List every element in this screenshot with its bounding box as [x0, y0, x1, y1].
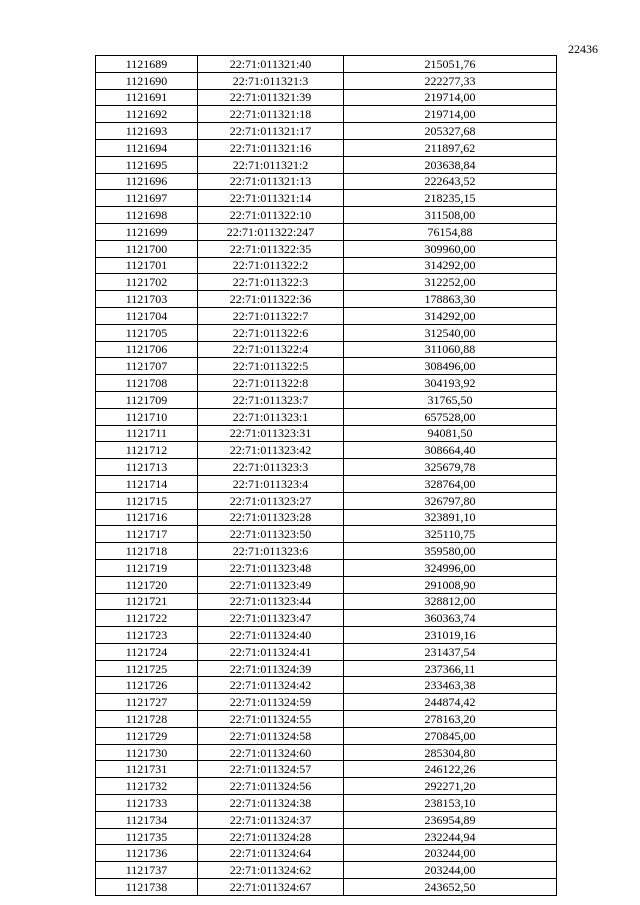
cadastral-number-cell: 22:71:011324:28	[198, 828, 344, 845]
table-row	[96, 56, 557, 73]
value-cell: 243652,50	[344, 879, 557, 896]
value-cell: 231019,16	[344, 627, 557, 644]
records-table	[95, 55, 557, 896]
record-number-cell: 1121696	[96, 173, 198, 190]
table-row	[96, 727, 557, 744]
table-row	[96, 89, 557, 106]
value-cell: 325110,75	[344, 526, 557, 543]
table-row	[96, 425, 557, 442]
table-row	[96, 223, 557, 240]
record-number-cell: 1121719	[96, 559, 198, 576]
record-number-cell: 1121693	[96, 123, 198, 140]
table-row	[96, 207, 557, 224]
value-cell: 237366,11	[344, 660, 557, 677]
record-number-cell: 1121736	[96, 845, 198, 862]
table-row	[96, 778, 557, 795]
value-cell: 178863,30	[344, 291, 557, 308]
table-row	[96, 559, 557, 576]
value-cell: 292271,20	[344, 778, 557, 795]
value-cell: 312540,00	[344, 324, 557, 341]
cadastral-number-cell: 22:71:011323:42	[198, 442, 344, 459]
record-number-cell: 1121707	[96, 358, 198, 375]
cadastral-number-cell: 22:71:011321:18	[198, 106, 344, 123]
record-number-cell: 1121711	[96, 425, 198, 442]
value-cell: 328764,00	[344, 475, 557, 492]
value-cell: 222277,33	[344, 72, 557, 89]
record-number-cell: 1121734	[96, 811, 198, 828]
cadastral-number-cell: 22:71:011322:4	[198, 341, 344, 358]
table-row	[96, 408, 557, 425]
table-row	[96, 694, 557, 711]
cadastral-number-cell: 22:71:011322:2	[198, 257, 344, 274]
value-cell: 222643,52	[344, 173, 557, 190]
value-cell: 244874,42	[344, 694, 557, 711]
table-row	[96, 106, 557, 123]
value-cell: 312252,00	[344, 274, 557, 291]
table-row	[96, 291, 557, 308]
table-row	[96, 811, 557, 828]
cadastral-number-cell: 22:71:011321:16	[198, 139, 344, 156]
table-row	[96, 677, 557, 694]
table-row	[96, 173, 557, 190]
cadastral-number-cell: 22:71:011323:49	[198, 576, 344, 593]
table-row	[96, 459, 557, 476]
cadastral-number-cell: 22:71:011321:13	[198, 173, 344, 190]
cadastral-number-cell: 22:71:011321:17	[198, 123, 344, 140]
record-number-cell: 1121730	[96, 744, 198, 761]
cadastral-number-cell: 22:71:011323:47	[198, 610, 344, 627]
cadastral-number-cell: 22:71:011322:10	[198, 207, 344, 224]
record-number-cell: 1121704	[96, 307, 198, 324]
value-cell: 359580,00	[344, 543, 557, 560]
record-number-cell: 1121691	[96, 89, 198, 106]
cadastral-number-cell: 22:71:011322:3	[198, 274, 344, 291]
cadastral-number-cell: 22:71:011324:64	[198, 845, 344, 862]
record-number-cell: 1121710	[96, 408, 198, 425]
value-cell: 304193,92	[344, 375, 557, 392]
cadastral-number-cell: 22:71:011323:44	[198, 593, 344, 610]
value-cell: 325679,78	[344, 459, 557, 476]
table-row	[96, 576, 557, 593]
cadastral-number-cell: 22:71:011324:55	[198, 711, 344, 728]
record-number-cell: 1121712	[96, 442, 198, 459]
value-cell: 326797,80	[344, 492, 557, 509]
table-row	[96, 526, 557, 543]
record-number-cell: 1121689	[96, 56, 198, 73]
cadastral-number-cell: 22:71:011323:28	[198, 509, 344, 526]
table-row	[96, 627, 557, 644]
record-number-cell: 1121729	[96, 727, 198, 744]
value-cell: 311508,00	[344, 207, 557, 224]
record-number-cell: 1121731	[96, 761, 198, 778]
record-number-cell: 1121709	[96, 391, 198, 408]
table-row	[96, 761, 557, 778]
table-row	[96, 257, 557, 274]
record-number-cell: 1121737	[96, 862, 198, 879]
cadastral-number-cell: 22:71:011322:35	[198, 240, 344, 257]
cadastral-number-cell: 22:71:011323:4	[198, 475, 344, 492]
cadastral-number-cell: 22:71:011324:38	[198, 795, 344, 812]
record-number-cell: 1121702	[96, 274, 198, 291]
cadastral-number-cell: 22:71:011321:40	[198, 56, 344, 73]
cadastral-number-cell: 22:71:011324:42	[198, 677, 344, 694]
value-cell: 231437,54	[344, 643, 557, 660]
table-row	[96, 324, 557, 341]
cadastral-number-cell: 22:71:011323:7	[198, 391, 344, 408]
record-number-cell: 1121723	[96, 627, 198, 644]
cadastral-number-cell: 22:71:011321:39	[198, 89, 344, 106]
cadastral-number-cell: 22:71:011322:7	[198, 307, 344, 324]
table-row	[96, 845, 557, 862]
record-number-cell: 1121726	[96, 677, 198, 694]
value-cell: 308496,00	[344, 358, 557, 375]
table-row	[96, 391, 557, 408]
value-cell: 219714,00	[344, 89, 557, 106]
value-cell: 233463,38	[344, 677, 557, 694]
cadastral-number-cell: 22:71:011324:59	[198, 694, 344, 711]
record-number-cell: 1121725	[96, 660, 198, 677]
cadastral-number-cell: 22:71:011324:40	[198, 627, 344, 644]
value-cell: 285304,80	[344, 744, 557, 761]
cadastral-number-cell: 22:71:011323:48	[198, 559, 344, 576]
record-number-cell: 1121690	[96, 72, 198, 89]
table-row	[96, 660, 557, 677]
cadastral-number-cell: 22:71:011323:6	[198, 543, 344, 560]
value-cell: 232244,94	[344, 828, 557, 845]
table-row	[96, 643, 557, 660]
value-cell: 278163,20	[344, 711, 557, 728]
value-cell: 291008,90	[344, 576, 557, 593]
value-cell: 309960,00	[344, 240, 557, 257]
table-row	[96, 475, 557, 492]
value-cell: 218235,15	[344, 190, 557, 207]
cadastral-number-cell: 22:71:011322:8	[198, 375, 344, 392]
table-row	[96, 610, 557, 627]
record-number-cell: 1121724	[96, 643, 198, 660]
value-cell: 203244,00	[344, 862, 557, 879]
record-number-cell: 1121703	[96, 291, 198, 308]
cadastral-number-cell: 22:71:011324:39	[198, 660, 344, 677]
value-cell: 94081,50	[344, 425, 557, 442]
table-row	[96, 711, 557, 728]
value-cell: 324996,00	[344, 559, 557, 576]
cadastral-number-cell: 22:71:011324:58	[198, 727, 344, 744]
value-cell: 211897,62	[344, 139, 557, 156]
table-row	[96, 341, 557, 358]
cadastral-number-cell: 22:71:011321:14	[198, 190, 344, 207]
value-cell: 76154,88	[344, 223, 557, 240]
table-row	[96, 543, 557, 560]
cadastral-number-cell: 22:71:011323:31	[198, 425, 344, 442]
value-cell: 215051,76	[344, 56, 557, 73]
value-cell: 314292,00	[344, 257, 557, 274]
value-cell: 31765,50	[344, 391, 557, 408]
cadastral-number-cell: 22:71:011324:41	[198, 643, 344, 660]
value-cell: 203244,00	[344, 845, 557, 862]
cadastral-number-cell: 22:71:011323:1	[198, 408, 344, 425]
value-cell: 657528,00	[344, 408, 557, 425]
table-row	[96, 240, 557, 257]
value-cell: 238153,10	[344, 795, 557, 812]
table-row	[96, 190, 557, 207]
table-row	[96, 795, 557, 812]
value-cell: 246122,26	[344, 761, 557, 778]
cadastral-number-cell: 22:71:011323:3	[198, 459, 344, 476]
record-number-cell: 1121721	[96, 593, 198, 610]
cadastral-number-cell: 22:71:011322:6	[198, 324, 344, 341]
value-cell: 323891,10	[344, 509, 557, 526]
record-number-cell: 1121699	[96, 223, 198, 240]
value-cell: 328812,00	[344, 593, 557, 610]
record-number-cell: 1121701	[96, 257, 198, 274]
record-number-cell: 1121732	[96, 778, 198, 795]
record-number-cell: 1121735	[96, 828, 198, 845]
table-row	[96, 828, 557, 845]
page-number: 22436	[568, 42, 598, 56]
value-cell: 360363,74	[344, 610, 557, 627]
value-cell: 314292,00	[344, 307, 557, 324]
record-number-cell: 1121720	[96, 576, 198, 593]
record-number-cell: 1121728	[96, 711, 198, 728]
record-number-cell: 1121738	[96, 879, 198, 896]
value-cell: 311060,88	[344, 341, 557, 358]
cadastral-number-cell: 22:71:011323:27	[198, 492, 344, 509]
table-row	[96, 72, 557, 89]
cadastral-number-cell: 22:71:011324:60	[198, 744, 344, 761]
value-cell: 219714,00	[344, 106, 557, 123]
table-row	[96, 442, 557, 459]
table-row	[96, 358, 557, 375]
record-number-cell: 1121717	[96, 526, 198, 543]
table-row	[96, 492, 557, 509]
table-row	[96, 139, 557, 156]
cadastral-number-cell: 22:71:011322:36	[198, 291, 344, 308]
record-number-cell: 1121722	[96, 610, 198, 627]
record-number-cell: 1121727	[96, 694, 198, 711]
record-number-cell: 1121708	[96, 375, 198, 392]
cadastral-number-cell: 22:71:011324:57	[198, 761, 344, 778]
cadastral-number-cell: 22:71:011322:5	[198, 358, 344, 375]
table-row	[96, 879, 557, 896]
record-number-cell: 1121706	[96, 341, 198, 358]
record-number-cell: 1121697	[96, 190, 198, 207]
record-number-cell: 1121698	[96, 207, 198, 224]
record-number-cell: 1121733	[96, 795, 198, 812]
cadastral-number-cell: 22:71:011323:50	[198, 526, 344, 543]
cadastral-number-cell: 22:71:011324:67	[198, 879, 344, 896]
record-number-cell: 1121715	[96, 492, 198, 509]
record-number-cell: 1121716	[96, 509, 198, 526]
record-number-cell: 1121705	[96, 324, 198, 341]
table-row	[96, 274, 557, 291]
record-number-cell: 1121692	[96, 106, 198, 123]
record-number-cell: 1121694	[96, 139, 198, 156]
value-cell: 308664,40	[344, 442, 557, 459]
cadastral-number-cell: 22:71:011324:62	[198, 862, 344, 879]
value-cell: 205327,68	[344, 123, 557, 140]
cadastral-number-cell: 22:71:011324:56	[198, 778, 344, 795]
table-row	[96, 509, 557, 526]
record-number-cell: 1121718	[96, 543, 198, 560]
record-number-cell: 1121714	[96, 475, 198, 492]
table-row	[96, 862, 557, 879]
record-number-cell: 1121695	[96, 156, 198, 173]
table-row	[96, 123, 557, 140]
value-cell: 270845,00	[344, 727, 557, 744]
value-cell: 203638,84	[344, 156, 557, 173]
record-number-cell: 1121700	[96, 240, 198, 257]
value-cell: 236954,89	[344, 811, 557, 828]
table-row	[96, 744, 557, 761]
cadastral-number-cell: 22:71:011321:2	[198, 156, 344, 173]
table-row	[96, 156, 557, 173]
records-table-body	[96, 56, 557, 896]
cadastral-number-cell: 22:71:011321:3	[198, 72, 344, 89]
table-row	[96, 307, 557, 324]
record-number-cell: 1121713	[96, 459, 198, 476]
cadastral-number-cell: 22:71:011324:37	[198, 811, 344, 828]
cadastral-number-cell: 22:71:011322:247	[198, 223, 344, 240]
table-row	[96, 375, 557, 392]
table-row	[96, 593, 557, 610]
